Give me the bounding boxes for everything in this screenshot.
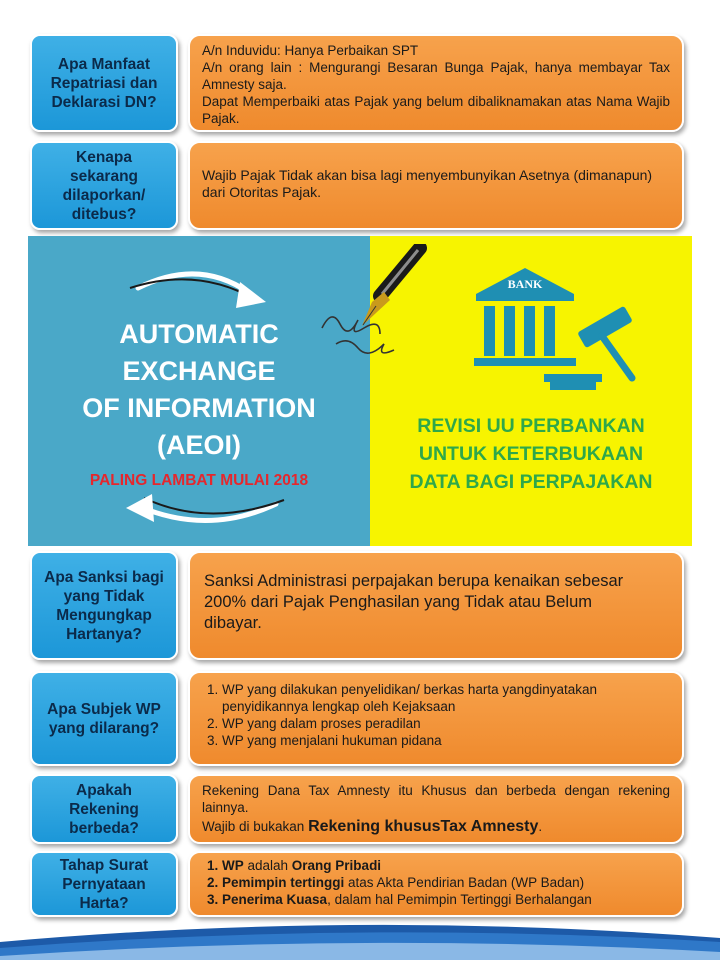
- answer-line: A/n Induvidu: Hanya Perbaikan SPT: [202, 43, 419, 58]
- aeoi-title-line: AUTOMATIC: [119, 319, 279, 349]
- list-item: 2. WP yang dalam proses peradilan: [222, 715, 672, 732]
- answer-box: [188, 671, 684, 766]
- answer-suffix: .: [538, 819, 543, 834]
- question-text: Apa Sanksi bagi yang Tidak Mengungkap Hartanya?: [44, 568, 164, 643]
- perbankan-title-line: UNTUK KETERBUKAAN: [418, 443, 644, 465]
- answer-box: [188, 141, 684, 230]
- question-box: [30, 851, 178, 917]
- question-text: Apakah Rekening berbeda?: [69, 781, 139, 837]
- faq-row-tahap: [30, 851, 694, 917]
- signature-icon: [318, 298, 408, 368]
- footer-wave: [0, 912, 720, 960]
- perbankan-banner: [370, 236, 692, 546]
- list-item: 3. WP yang menjalani hukuman pidana: [222, 732, 672, 749]
- list-item: 1. WP adalah Orang Pribadi: [222, 857, 672, 874]
- answer-line: Dapat Memperbaiki atas Pajak yang belum dibaliknamakan atas Nama Wajib Pajak.: [202, 94, 670, 126]
- aeoi-title-line: (AEOI): [157, 430, 241, 460]
- answer-line: Rekening Dana Tax Amnesty itu Khusus dan berbeda dengan rekening lainnya.: [202, 783, 670, 815]
- aeoi-title-line: EXCHANGE: [122, 356, 276, 386]
- question-text: Apa Subjek WP yang dilarang?: [47, 700, 161, 737]
- faq-row-sanksi: [30, 551, 694, 660]
- question-text: Apa Manfaat Repatriasi dan Deklarasi DN?: [50, 55, 158, 111]
- answer-line: A/n orang lain : Mengurangi Besaran Bunga Pajak, hanya membayar Tax Amnesty saja.: [202, 60, 670, 92]
- question-box: [30, 671, 178, 766]
- faq-row-rekening: [30, 774, 694, 844]
- perbankan-title: [370, 412, 692, 496]
- gavel-icon: [540, 302, 650, 392]
- answer-box: [188, 34, 684, 132]
- aeoi-deadline: PALING LAMBAT MULAI 2018: [89, 472, 309, 489]
- answer-box: [188, 774, 684, 844]
- question-box: [30, 34, 178, 132]
- bank-label: BANK: [507, 277, 543, 291]
- answer-line: [202, 818, 670, 835]
- list-item: 2. Pemimpin tertinggi atas Akta Pendirian Badan (WP Badan): [222, 874, 672, 891]
- answer-line: Sanksi Administrasi perpajakan berupa kenaikan sebesar 200% dari Pajak Penghasilan yang Tidak atau Belum dibayar.: [204, 572, 624, 632]
- answer-box: [188, 551, 684, 660]
- answer-box: [188, 851, 684, 917]
- list-item: 1. WP yang dilakukan penyelidikan/ berkas harta yangdinyatakan penyidikannya lengkap oleh Kejaksaan: [222, 681, 672, 715]
- question-box: [30, 141, 178, 230]
- question-box: [30, 774, 178, 844]
- answer-line: Wajib Pajak Tidak akan bisa lagi menyembunyikan Asetnya (dimanapun) dari Otoritas Pajak.: [202, 167, 653, 200]
- faq-row-repatriasi: [30, 34, 694, 132]
- perbankan-title-line: DATA BAGI PERPAJAKAN: [409, 471, 653, 493]
- question-text: Kenapa sekarang dilaporkan/ ditebus?: [62, 148, 146, 223]
- faq-row-kenapa: [30, 141, 694, 230]
- answer-prefix: Wajib di bukakan: [202, 819, 309, 834]
- answer-bold: Rekening khususTax Amnesty: [308, 818, 539, 835]
- aeoi-title-line: OF INFORMATION: [82, 393, 316, 423]
- question-box: [30, 551, 178, 660]
- perbankan-title-line: REVISI UU PERBANKAN: [417, 415, 645, 437]
- question-text: Tahap Surat Pernyataan Harta?: [59, 856, 149, 912]
- faq-row-subjek: [30, 671, 694, 766]
- list-item: 3. Penerima Kuasa, dalam hal Pemimpin Tertinggi Berhalangan: [222, 891, 672, 908]
